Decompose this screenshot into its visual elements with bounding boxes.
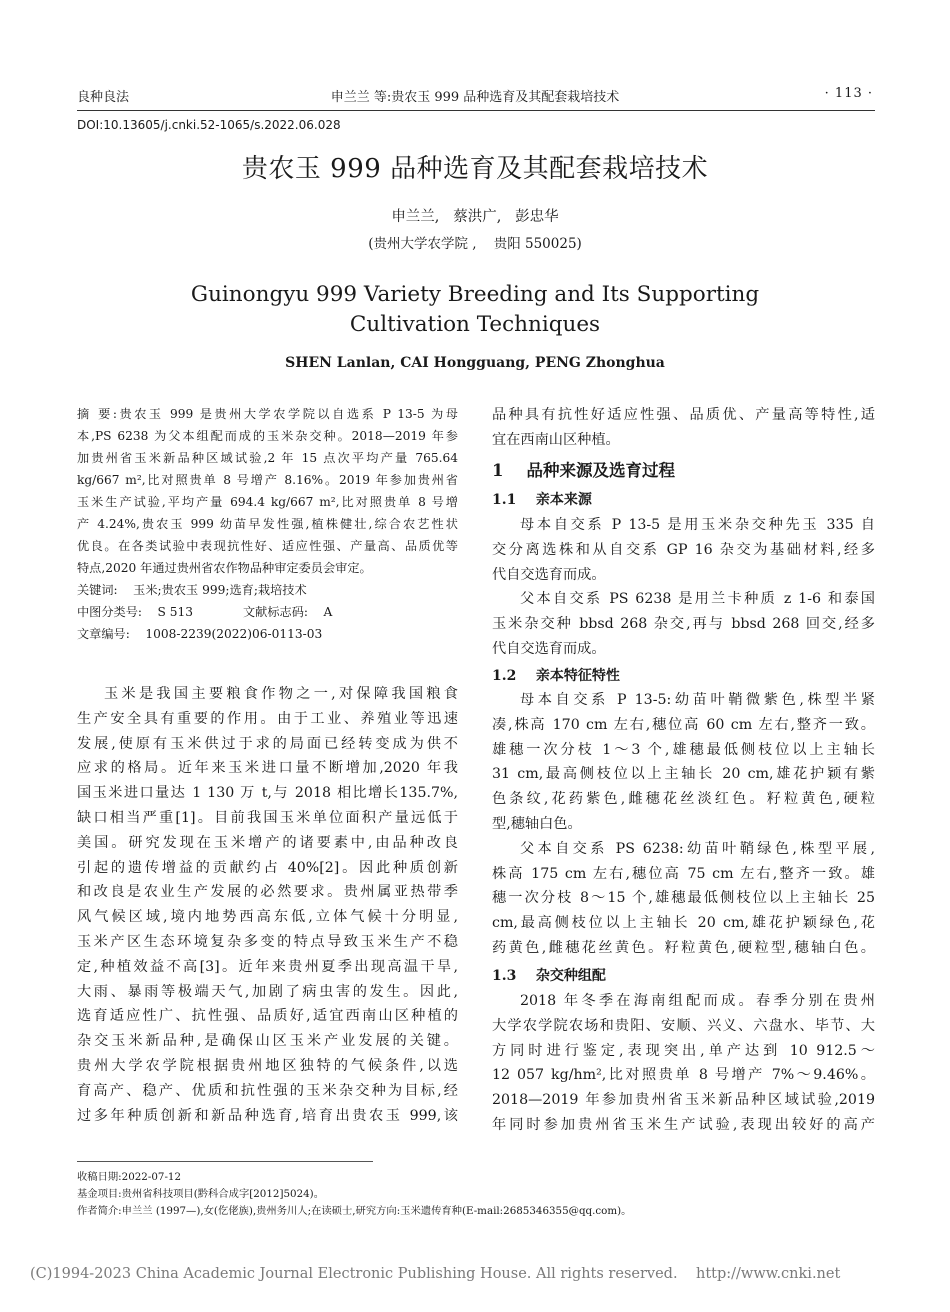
title-en-line-2: Cultivation Techniques xyxy=(349,312,601,337)
body-line: 父本自交系 PS 6238 是用兰卡种质 z 1-6 和泰国 xyxy=(520,591,875,608)
abstract-line: 优良。在各类试验中表现抗性好、适应性强、产量高、品质优等 xyxy=(77,539,458,553)
body-line: 方同时进行鉴定,表现突出,单产达到 10 912.5～ xyxy=(492,1042,875,1059)
document-code: 文献标志码: A xyxy=(243,605,333,619)
body-line: 应求的格局。近年来玉米进口量不断增加,2020 年我 xyxy=(77,760,458,777)
body-line: 定,种植效益不高[3]。近年来贵州夏季出现高温干旱, xyxy=(77,958,458,975)
body-line: cm,最高侧枝位以上主轴长 20 cm,雄花护颖绿色,花 xyxy=(492,915,875,932)
body-line: 引起的遗传增益的贡献约占 40%[2]。因此种质创新 xyxy=(77,859,458,876)
body-line: 交分离选株和从自交系 GP 16 杂交为基础材料,经多 xyxy=(492,541,875,558)
abstract-line: kg/667 m²,比对照贵单 8 号增产 8.16%。2019 年参加贵州省 xyxy=(77,473,458,487)
body-line: 品种具有抗性好适应性强、品质优、产量高等特性,适 xyxy=(492,407,875,423)
body-line: 年同时参加贵州省玉米生产试验,表现出较好的高产 xyxy=(492,1117,875,1133)
body-line: 型,穗轴白色。 xyxy=(492,816,582,832)
body-line: 发展,使原有玉米供过于求的局面已经转变成为供不 xyxy=(77,735,458,752)
body-line: 株高 175 cm 左右,穗位高 75 cm 左右,整齐一致。雄 xyxy=(492,865,875,882)
abstract-line: 本,PS 6238 为父本组配而成的玉米杂交种。2018—2019 年参 xyxy=(77,429,458,443)
footnote-rule xyxy=(77,1161,373,1162)
section-heading-1: 1 品种来源及选育过程 xyxy=(492,461,675,480)
copyright-notice: (C)1994-2023 China Academic Journal Electronic Publishing House. All rights reserved. http://www.cnki.net xyxy=(30,1266,841,1282)
doi: DOI:10.13605/j.cnki.52-1065/s.2022.06.028 xyxy=(77,118,341,132)
body-line: 2018—2019 年参加贵州省玉米新品种区域试验,2019 xyxy=(492,1092,875,1109)
page-number: · 113 · xyxy=(824,86,873,101)
body-line: 贵州大学农学院根据贵州地区独特的气候条件,以选 xyxy=(77,1058,458,1074)
subsection-heading-1-2: 1.2 亲本特征特性 xyxy=(492,668,620,684)
body-line: 31 cm,最高侧枝位以上主轴长 20 cm,雄花护颖有紫 xyxy=(492,766,875,783)
title-en-line-1: Guinongyu 999 Variety Breeding and Its Supporting xyxy=(190,282,760,307)
body-line: 缺口相当严重[1]。目前我国玉米单位面积产量远低于 xyxy=(77,810,458,826)
body-line: 和改良是农业生产发展的必然要求。贵州属亚热带季 xyxy=(77,884,458,901)
body-line: 宜在西南山区种植。 xyxy=(492,431,620,448)
body-line: 美国。研究发现在玉米增产的诸要素中,由品种改良 xyxy=(77,834,458,851)
article-number: 文章编号: 1008-2239(2022)06-0113-03 xyxy=(77,627,323,641)
body-line: 玉米杂交种 bbsd 268 杂交,再与 bbsd 268 回交,经多 xyxy=(492,616,875,633)
body-line: 风气候区域,境内地势西高东低,立体气候十分明显, xyxy=(77,909,458,926)
footnote-received: 收稿日期:2022-07-12 xyxy=(77,1171,182,1183)
body-line: 2018 年冬季在海南组配而成。春季分别在贵州 xyxy=(520,993,875,1009)
abstract-line: 摘 要:贵农玉 999 是贵州大学农学院以自选系 P 13-5 为母 xyxy=(77,407,458,421)
body-line: 凑,株高 170 cm 左右,穗位高 60 cm 左右,整齐一致。 xyxy=(492,716,875,733)
body-line: 杂交玉米新品种,是确保山区玉米产业发展的关键。 xyxy=(77,1033,458,1050)
body-line: 父本自交系 PS 6238:幼苗叶鞘绿色,株型平展, xyxy=(520,840,875,857)
body-line: 大雨、暴雨等极端天气,加剧了病虫害的发生。因此, xyxy=(77,983,458,1000)
body-line: 育高产、稳产、优质和抗性强的玉米杂交种为目标,经 xyxy=(77,1082,458,1099)
body-line: 药黄色,雌穗花丝黄色。籽粒黄色,硬粒型,穗轴白色。 xyxy=(492,940,875,956)
footnote-author: 作者简介:申兰兰 (1997—),女(仡佬族),贵州务川人;在读硕士,研究方向:玉米遗传育种(E-mail:2685346355@qq.com)。 xyxy=(77,1205,632,1217)
subsection-heading-1-3: 1.3 杂交种组配 xyxy=(492,968,606,984)
subsection-heading-1-1: 1.1 亲本来源 xyxy=(492,492,592,508)
abstract-line: 产 4.24%,贵农玉 999 幼苗早发性强,植株健壮,综合农艺性状 xyxy=(77,517,458,531)
body-line: 穗一次分枝 8～15 个,雄穗最低侧枝位以上主轴长 25 xyxy=(492,890,875,907)
running-header-title: 申兰兰 等:贵农玉 999 品种选育及其配套栽培技术 xyxy=(330,90,620,105)
abstract-line: 特点,2020 年通过贵州省农作物品种审定委员会审定。 xyxy=(77,561,372,575)
footnote-funding: 基金项目:贵州省科技项目(黔科合成字[2012]5024)。 xyxy=(77,1188,324,1200)
running-header-section: 良种良法 xyxy=(77,90,130,105)
body-line: 国玉米进口量达 1 130 万 t,与 2018 相比增长135.7%, xyxy=(77,785,458,802)
body-line: 玉米产区生态环境复杂多变的特点导致玉米生产不稳 xyxy=(77,934,458,950)
authors-en: SHEN Lanlan, CAI Hongguang, PENG Zhonghua xyxy=(285,355,665,371)
body-line: 色条纹,花药紫色,雌穗花丝淡红色。籽粒黄色,硬粒 xyxy=(492,791,875,808)
body-line: 选育适应性广、抗性强、品质好,适宜西南山区种植的 xyxy=(77,1008,458,1025)
header-rule xyxy=(77,110,875,111)
body-line: 生产安全具有重要的作用。由于工业、养殖业等迅速 xyxy=(77,710,458,727)
title-cn: 贵农玉 999 品种选育及其配套栽培技术 xyxy=(241,154,709,184)
body-line: 母本自交系 P 13-5 是用玉米杂交种先玉 335 自 xyxy=(520,517,875,533)
body-line: 玉米是我国主要粮食作物之一,对保障我国粮食 xyxy=(104,686,458,702)
clc-number: 中图分类号: S 513 xyxy=(77,605,194,619)
abstract-line: 玉米生产试验,平均产量 694.4 kg/667 m²,比对照贵单 8 号增 xyxy=(77,495,458,509)
abstract-line: 加贵州省玉米新品种区域试验,2 年 15 点次平均产量 765.64 xyxy=(77,451,458,465)
body-line: 代自交选育而成。 xyxy=(492,566,606,583)
body-line: 大学农学院农场和贵阳、安顺、兴义、六盘水、毕节、大 xyxy=(492,1017,875,1034)
body-line: 母本自交系 P 13-5:幼苗叶鞘微紫色,株型半紧 xyxy=(520,692,875,708)
body-line: 12 057 kg/hm²,比对照贵单 8 号增产 7%～9.46%。 xyxy=(492,1067,875,1084)
body-line: 过多年种质创新和新品种选育,培育出贵农玉 999,该 xyxy=(77,1107,458,1124)
body-line: 代自交选育而成。 xyxy=(492,641,606,657)
authors-cn: 申兰兰, 蔡洪广, 彭忠华 xyxy=(391,209,559,225)
affiliation-cn: (贵州大学农学院 , 贵阳 550025) xyxy=(368,236,582,252)
keywords: 关键词: 玉米;贵农玉 999;选育;栽培技术 xyxy=(77,583,307,597)
body-line: 雄穗一次分枝 1～3 个,雄穗最低侧枝位以上主轴长 xyxy=(492,741,875,758)
